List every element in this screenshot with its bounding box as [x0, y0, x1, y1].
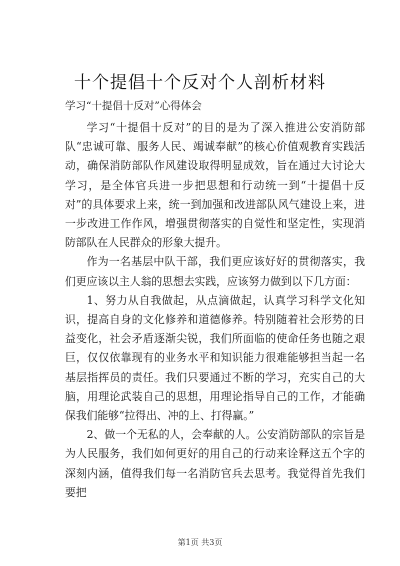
document-body [65, 118, 365, 502]
paragraph-intro: 学习“十提倡十反对”的目的是为了深入推进公安消防部队“忠诚可靠、服务人民、竭诚奉献”的核心价值观教育实践活动，确保消防部队作风建设取得明显成效，旨在通过大讨论大学习，是全体官兵进一步把思想和行动统一到“十提倡十反对”的具体要求上来，统一到加强和改进部队风气建设上来，进一步改进工作作风，增强贯彻落实的自觉性和坚定性，实现消防部队在人民群众的形象大提升。 [65, 121, 365, 250]
page-footer: 第1页 共3页 [177, 538, 223, 547]
document-subtitle: 学习“十提倡十反对”心得体会 [65, 100, 202, 112]
paragraph-point-2: 2、做一个无私的人，会奉献的人。公安消防部队的宗旨是为人民服务，我们如何更好的用自己的行动来诠释这五个字的深刻内涵，值得我们每一名消防官兵去思考。我觉得首先我们要把 [65, 428, 365, 499]
paragraph-role: 作为一名基层中队干部，我们更应该好好的贯彻落实，我们更应该以主人翁的思想去实践，应该努力做到以下几方面： [65, 255, 365, 288]
paragraph-point-1: 1、努力从自我做起，从点滴做起，认真学习科学文化知识，提高自身的文化修养和道德修养。特别随着社会形势的日益变化，社会矛盾逐渐尖锐，我们所面临的使命任务也随之艰巨，仅仅依靠现有的业务水平和知识能力很难能够担当起一名基层指挥员的责任。我们只要通过不断的学习，充实自己的大脑，用理论武装自己的思想，用理论指导自己的工作，才能确保我们能够“拉得出、冲的上、打得赢。” [65, 293, 365, 423]
document-title: 十个提倡十个反对个人剖析材料 [74, 73, 326, 93]
